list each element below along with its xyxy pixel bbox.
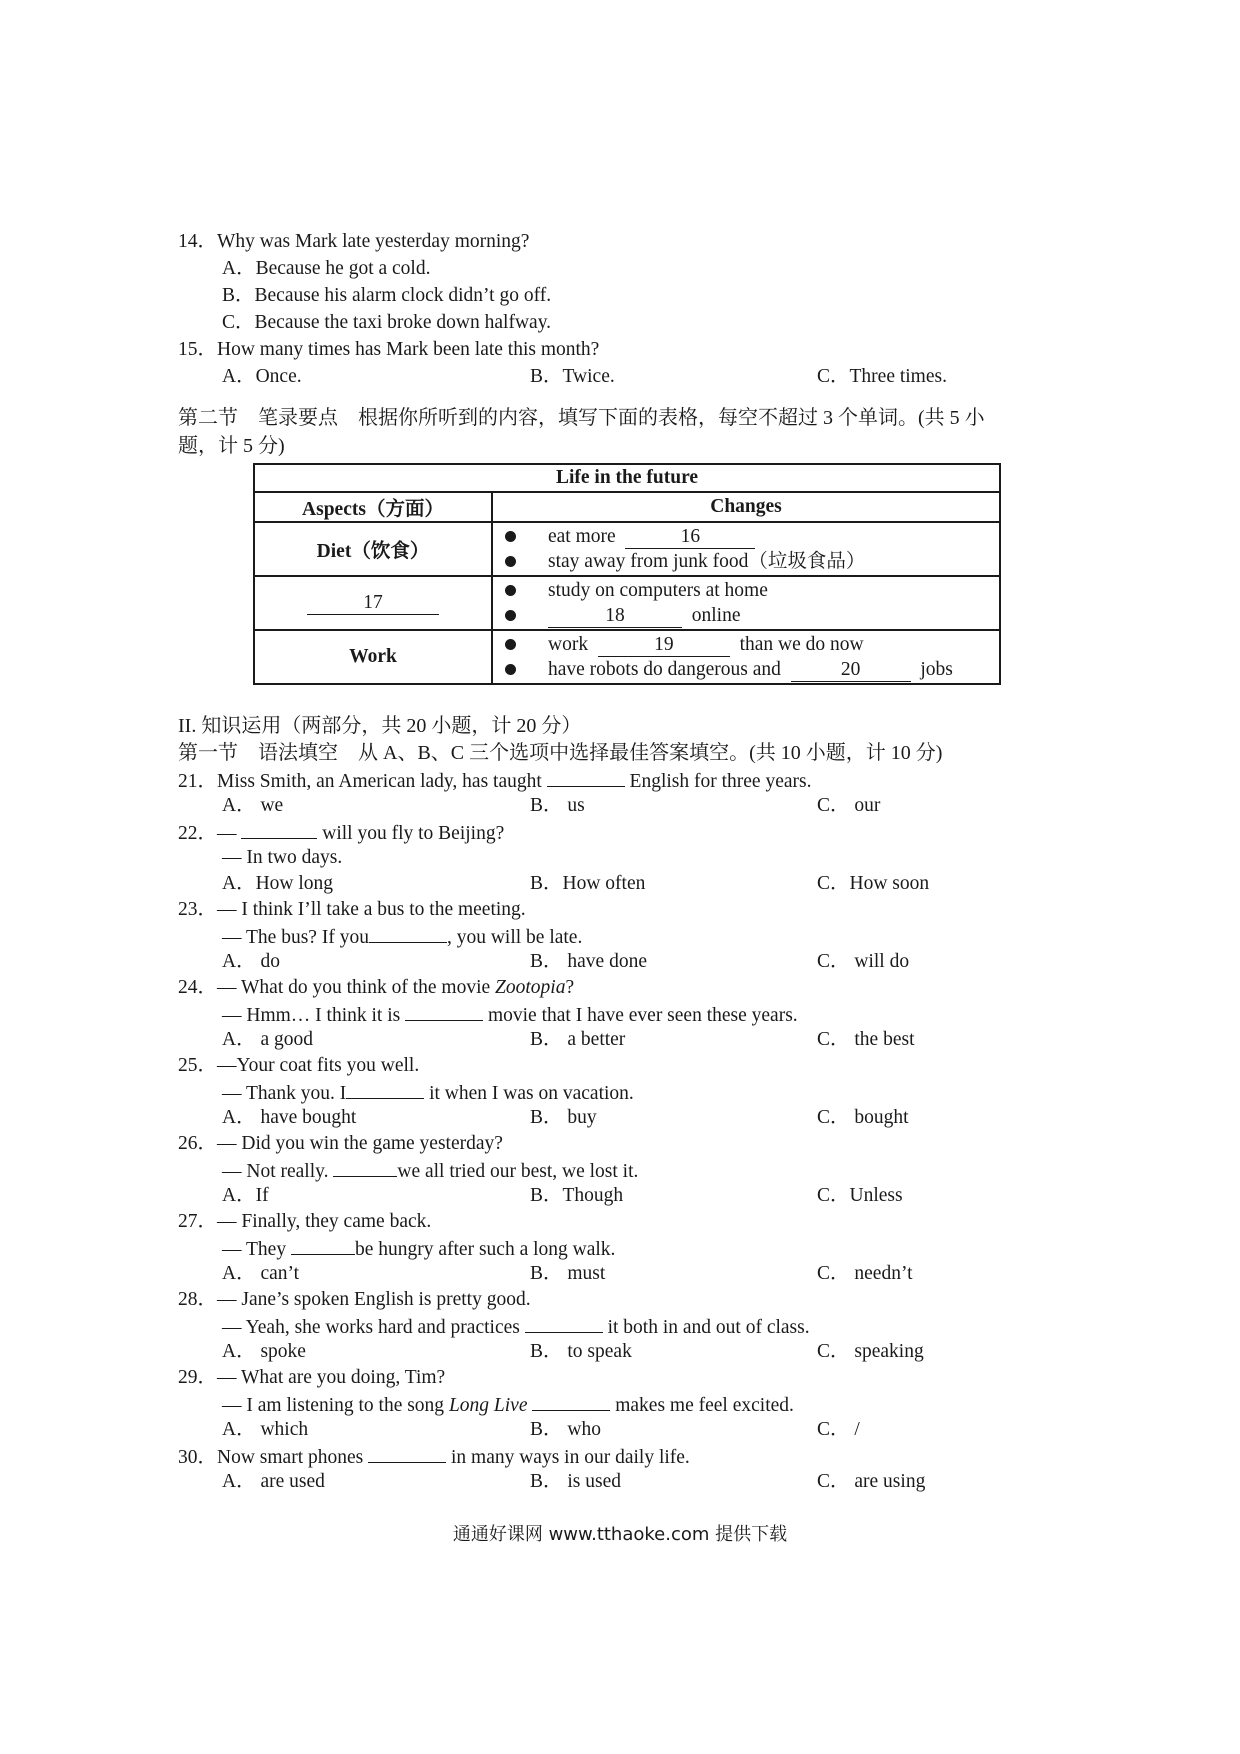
question-28-stem: 28．— Jane’s spoken English is pretty good. [178, 1289, 531, 1310]
blank-17: 17 [307, 592, 439, 615]
bullet-icon [505, 664, 516, 675]
bullet-icon [505, 610, 516, 621]
question-14-stem: 14．Why was Mark late yesterday morning? [178, 231, 530, 252]
question-24-response: — Hmm… I think it is movie that I have ever seen these years. [222, 1002, 798, 1028]
change-text: than we do now [739, 634, 864, 655]
table-row [493, 632, 999, 657]
question-21-option-c: C． our [817, 795, 881, 816]
bullet-icon [505, 585, 516, 596]
bullet-icon [505, 531, 516, 542]
question-25-option-a: A． have bought [222, 1107, 357, 1128]
question-24-option-b: B． a better [530, 1029, 626, 1050]
question-21-option-a: A． we [222, 795, 284, 816]
question-23-option-b: B． have done [530, 951, 647, 972]
answer-blank [369, 924, 447, 943]
question-27-stem: 27．— Finally, they came back. [178, 1211, 432, 1232]
question-26-option-c: C．Unless [817, 1185, 903, 1206]
question-26-stem: 26．— Did you win the game yesterday? [178, 1133, 503, 1154]
part-2-section-1-heading: 第一节 语法填空 从 A、B、C 三个选项中选择最佳答案填空。(共 10 小题，计 10 分) [178, 742, 943, 764]
question-26-option-b: B．Though [530, 1185, 624, 1206]
question-25-response: — Thank you. I it when I was on vacation. [222, 1080, 634, 1106]
question-15-option-c: C．Three times. [817, 366, 947, 387]
question-26-option-a: A．If [222, 1185, 269, 1206]
study-changes [492, 576, 1000, 630]
change-text: study on computers at home [548, 580, 768, 601]
question-24-stem: 24．— What do you think of the movie Zootopia? [178, 977, 575, 998]
question-29-option-a: A． which [222, 1419, 309, 1440]
question-14-option-a: A．Because he got a cold. [222, 258, 431, 279]
question-26-response: — Not really. we all tried our best, we lost it. [222, 1158, 638, 1184]
table-row [493, 578, 999, 603]
section-2-heading-cont: 题，计 5 分) [178, 435, 285, 457]
column-header-changes: Changes [492, 492, 1000, 522]
question-29-stem: 29．— What are you doing, Tim? [178, 1367, 446, 1388]
question-30-option-a: A． are used [222, 1471, 325, 1492]
answer-blank [291, 1236, 355, 1255]
question-22-option-b: B．How often [530, 873, 646, 894]
question-30-option-b: B． is used [530, 1471, 622, 1492]
question-29-response: — I am listening to the song Long Live makes me feel excited. [222, 1392, 794, 1418]
song-title: Long Live [448, 1395, 528, 1416]
table-row [493, 657, 999, 682]
question-24-option-c: C． the best [817, 1029, 915, 1050]
answer-blank [346, 1080, 424, 1099]
page-footer: 通通好课网 www.tthaoke.com 提供下载 [452, 1524, 788, 1545]
question-25-option-c: C． bought [817, 1107, 909, 1128]
change-text: work [548, 634, 589, 655]
change-text: online [691, 605, 741, 626]
question-23-response: — The bus? If you , you will be late. [222, 924, 582, 950]
question-28-option-b: B． to speak [530, 1341, 632, 1362]
question-27-option-c: C． needn’t [817, 1263, 913, 1284]
answer-blank [547, 768, 625, 787]
question-27-option-a: A． can’t [222, 1263, 300, 1284]
answer-blank [525, 1314, 603, 1333]
table-row [493, 549, 999, 574]
question-30-option-c: C． are using [817, 1471, 926, 1492]
question-28-option-a: A． spoke [222, 1341, 306, 1362]
aspect-blank-17 [254, 576, 492, 630]
question-29-option-c: C． / [817, 1419, 860, 1440]
question-24-option-a: A． a good [222, 1029, 313, 1050]
question-14-option-b: B．Because his alarm clock didn’t go off. [222, 285, 552, 306]
question-28-response: — Yeah, she works hard and practices it both in and out of class. [222, 1314, 810, 1340]
question-23-stem: 23．— I think I’ll take a bus to the meeting. [178, 899, 526, 920]
column-header-aspects: Aspects（方面） [254, 492, 492, 522]
section-2-heading: 第二节 笔录要点 根据你所听到的内容，填写下面的表格，每空不超过 3 个单词。(共 5 小 [178, 407, 985, 429]
part-2-heading: II. 知识运用（两部分，共 20 小题，计 20 分） [178, 715, 582, 737]
question-22-option-c: C．How soon [817, 873, 930, 894]
blank-16: 16 [625, 526, 755, 549]
question-23-option-a: A． do [222, 951, 280, 972]
change-text: eat more [548, 526, 616, 547]
answer-blank [405, 1002, 483, 1021]
question-27-option-b: B． must [530, 1263, 606, 1284]
question-21-stem: 21．Miss Smith, an American lady, has taught English for three years. [178, 768, 811, 794]
question-25-stem: 25．—Your coat fits you well. [178, 1055, 420, 1076]
answer-blank [333, 1158, 397, 1177]
aspect-work: Work [254, 630, 492, 684]
change-text: jobs [920, 659, 953, 680]
table-row [493, 603, 999, 628]
answer-blank [532, 1392, 610, 1411]
movie-title: Zootopia [495, 977, 566, 998]
blank-19: 19 [598, 634, 730, 657]
change-text: have robots do dangerous and [548, 659, 781, 680]
table-row [493, 524, 999, 549]
question-15-stem: 15．How many times has Mark been late this month? [178, 339, 600, 360]
question-28-option-c: C． speaking [817, 1341, 924, 1362]
question-23-option-c: C． will do [817, 951, 910, 972]
question-22-response: — In two days. [222, 847, 343, 868]
question-22-option-a: A．How long [222, 873, 334, 894]
question-15-option-b: B．Twice. [530, 366, 615, 387]
aspect-diet: Diet（饮食） [254, 522, 492, 576]
question-22-stem: 22．— will you fly to Beijing? [178, 820, 504, 846]
diet-changes [492, 522, 1000, 576]
question-14-option-c: C．Because the taxi broke down halfway. [222, 312, 552, 333]
notes-table [253, 463, 1001, 685]
table-title: Life in the future [254, 464, 1000, 492]
blank-20: 20 [791, 659, 911, 682]
work-changes [492, 630, 1000, 684]
answer-blank [368, 1444, 446, 1463]
question-21-option-b: B． us [530, 795, 585, 816]
question-15-option-a: A．Once. [222, 366, 302, 387]
question-27-response: — They be hungry after such a long walk. [222, 1236, 615, 1262]
blank-18: 18 [548, 605, 682, 628]
bullet-icon [505, 556, 516, 567]
question-25-option-b: B． buy [530, 1107, 597, 1128]
question-30-stem: 30．Now smart phones in many ways in our daily life. [178, 1444, 690, 1470]
bullet-icon [505, 639, 516, 650]
question-29-option-b: B． who [530, 1419, 601, 1440]
answer-blank [241, 820, 317, 839]
change-text: stay away from junk food（垃圾食品） [548, 551, 866, 572]
